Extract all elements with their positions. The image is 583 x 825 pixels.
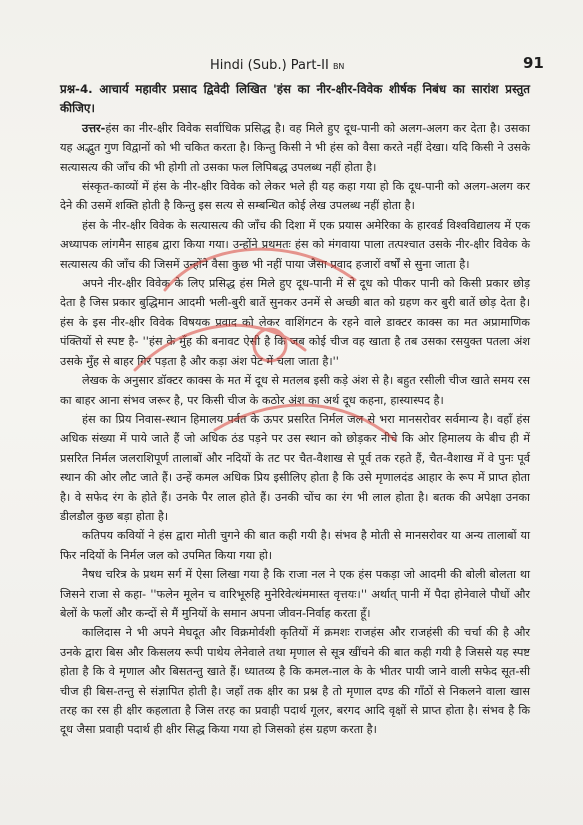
running-header	[210, 58, 344, 73]
paragraph-2: संस्कृत-काव्यों में हंस के नीर-क्षीर विवेक को लेकर भले ही यह कहा गया हो कि दूध-पानी को अलग-अलग कर देने की उसमें शक्ति होती है किन्तु इस सत्य से सम्बन्धित कोई लेख उपलब्ध नहीं होता है।	[60, 180, 530, 213]
page-body	[60, 80, 530, 740]
answer-lead: उत्तर-	[82, 121, 106, 135]
header-title: Hindi (Sub.) Part-II	[210, 58, 329, 73]
paragraph-1-text: हंस का नीर-क्षीर विवेक सर्वाधिक प्रसिद्ध है। वह मिले हुए दूध-पानी को अलग-अलग कर देता है। उसका यह अद्भुत गुण विद्वानों को भी चकित करता है। किन्तु किसी ने भी हंस को वैसा करते नहीं देखा। यदि किसी ने उसके सत्यासत्य की जाँच की भी होगी तो उसका फल लिपिबद्ध उपलब्ध नहीं होता है।	[60, 121, 530, 174]
question-heading: प्रश्न-4. आचार्य महावीर प्रसाद द्विवेदी लिखित 'हंस का नीर-क्षीर-विवेक शीर्षक निबंध का सारांश प्रस्तुत कीजिए।	[60, 82, 530, 116]
header-suffix: BN	[332, 62, 345, 71]
paragraph-4: अपने नीर-क्षीर विवेक के लिए प्रसिद्ध हंस मिले हुए दूध-पानी में से दूध को पीकर पानी को किसी प्रकार छोड़ देता है जिस प्रकार बुद्धिमान आदमी भली-बुरी बातें सुनकर उनमें से अच्छी बात को ग्रहण कर बुरी बातें छोड़ देता है। हंस के इस नीर-क्षीर विवेक विषयक प्रवाद को लेकर वाशिंगटन के रहने वाले डाक्टर काक्स का मत अप्रामाणिक पंक्तियों से स्पष्ट है- ''हंस के मुँह की बनावट ऐसी है कि जब कोई चीज वह खाता है तब उसका रसयुक्त पतला अंश उसके मुँह से बाहर गिर पड़ता है और कड़ा अंश पेट में चला जाता है।''	[60, 277, 530, 368]
paragraph-3: हंस के नीर-क्षीर विवेक के सत्यासत्य की जाँच की दिशा में एक प्रयास अमेरिका के हारवर्ड विश्वविद्यालय में एक अध्यापक लांगमैन साहब द्वारा किया गया। उन्होंने प्रथमतः हंस को मंगवाया पाला तत्पश्चात उसके नीर-क्षीर विवेक के सत्यासत्य की जाँच की जिसमें उन्होंने वैसा कुछ भी नहीं पाया जैसा प्रवाद हजारों वर्षों से सुना जाता है।	[60, 218, 530, 271]
page-number: 91	[523, 54, 544, 72]
paragraph-6: हंस का प्रिय निवास-स्थान हिमालय पर्वत के ऊपर प्रसरित निर्मल जल से भरा मानसरोवर सर्वमान्य है। वहाँ हंस अधिक संख्या में पाये जाते हैं जो अधिक ठंड पड़ने पर उस स्थान को छोड़कर नीचे कि ओर हिमालय के बीच ही में प्रसरित निर्मल जलराशिपूर्ण तालाबों और नदियों के तट पर चैत-वैशाख से पूर्व तक रहते हैं, चैत-वैशाख में वे पुनः पूर्व स्थान की ओर लौट जाते हैं। उन्हें कमल अधिक प्रिय इसीलिए होता है कि उसे मृणालदंड आहार के रूप में प्राप्त होता है। वे सफेद रंग के होते हैं। उनके पैर लाल होते हैं। उनकी चोंच का रंग भी लाल होता है। बतक की अपेक्षा उनका डीलडौल कुछ बड़ा होता है।	[60, 412, 530, 523]
paragraph-7: कतिपय कवियों ने हंस द्वारा मोती चुगने की बात कही गयी है। संभव है मोती से मानसरोवर या अन्य तालाबों या फिर नदियों के निर्मल जल को उपमित किया गया हो।	[60, 529, 530, 562]
paragraph-8: नैषध चरित्र के प्रथम सर्ग में ऐसा लिखा गया है कि राजा नल ने एक हंस पकड़ा जो आदमी की बोली बोलता था जिसने राजा से कहा- ''फलेन मूलेन च वारिभूरुहि मुनेरिवेत्थंममास्त वृत्तयः।'' अर्थात् पानी में पैदा होनेवाले पौधों और बेलों के फलों और कन्दों से मैं मुनियों के समान अपना जीवन-निर्वाह करता हूँ।	[60, 568, 530, 620]
paragraph-1	[60, 119, 530, 177]
paragraph-9: कालिदास ने भी अपने मेघदूत और विक्रमोर्वशी कृतियों में क्रमशः राजहंस और राजहंसी की चर्चा की है और उनके द्वारा बिस और किसलय रूपी पाथेय लेनेवाले तथा मृणाल से सूत्र खींचने की बात कही गयी है जिससे यह स्पष्ट होता है कि वे मृणाल और बिसतन्तु खाते हैं। ध्यातव्य है कि कमल-नाल के के भीतर पायी जाने वाली सफेद सूत-सी चीज ही बिस-तन्तु से संज्ञापित होती है। जहाँ तक क्षीर का प्रश्न है तो मृणाल दण्ड की गाँठों से निकलने वाला खास तरह का रस ही क्षीर कहलाता है जिस तरह का प्रवाही पदार्थ गूलर, बरगद आदि वृक्षों से प्राप्त होता है। संभव है कि दूध जैसा प्रवाही पदार्थ ही क्षीर सिद्ध किया गया हो जिसको हंस ग्रहण करता है।	[60, 626, 530, 737]
paragraph-5: लेखक के अनुसार डॉक्टर काक्स के मत में दूध से मतलब इसी कड़े अंश से है। बहुत रसीली चीज खाते समय रस का बाहर आना संभव जरूर है, पर किसी चीज के कठोर अंश का अर्थ दूध कहना, हास्यास्पद है।	[60, 374, 530, 407]
